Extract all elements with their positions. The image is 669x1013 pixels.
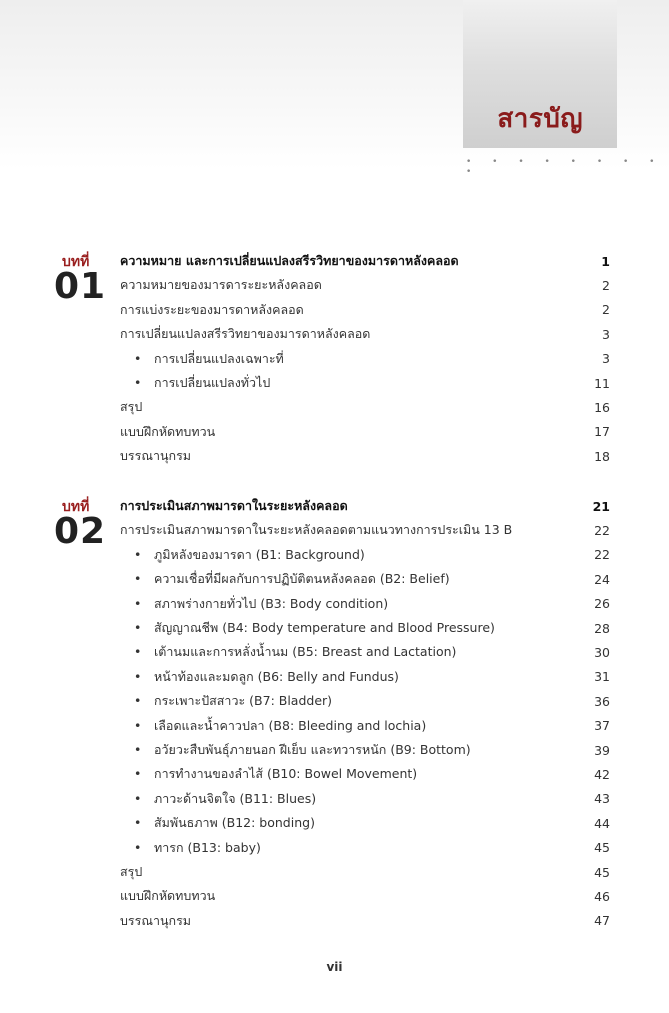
toc-entry[interactable] [120, 568, 610, 590]
toc-entry-title: ความหมายของมารดาระยะหลังคลอด [120, 277, 322, 293]
toc-entry[interactable] [120, 617, 610, 639]
toc-entry-title: • การเปลี่ยนแปลงทั่วไป [120, 373, 270, 393]
toc-entry-title: • กระเพาะปัสสาวะ (B7: Bladder) [120, 691, 332, 711]
toc-entry-page: 37 [594, 718, 610, 734]
toc-entry-page: 46 [594, 888, 610, 904]
toc-entry-page: 30 [594, 644, 610, 660]
page-number: vii [326, 960, 343, 974]
toc-entry-page: 26 [594, 596, 610, 612]
toc-entry-page: 3 [602, 326, 610, 342]
toc-entry[interactable] [120, 445, 610, 467]
toc-entry-page: 44 [594, 815, 610, 831]
toc-entry[interactable] [120, 299, 610, 321]
toc-entry-title: บรรณานุกรม [120, 448, 192, 464]
toc-entry[interactable] [120, 885, 610, 907]
toc-entry-page: 18 [594, 448, 610, 464]
toc-entry-title: • เต้านมและการหลั่งน้ำนม (B5: Breast and Lactation) [120, 642, 456, 662]
toc-entry[interactable] [120, 544, 610, 566]
toc-entry-page: 17 [594, 424, 610, 440]
toc-entry-page: 31 [594, 669, 610, 685]
toc-entry[interactable] [120, 788, 610, 810]
toc-entry[interactable] [120, 274, 610, 296]
toc-entry-page: 2 [602, 277, 610, 293]
toc-entry[interactable] [120, 495, 610, 517]
toc-entry-page: 42 [594, 766, 610, 782]
page-title: สารบัญ [497, 104, 583, 134]
toc-entry-page: 39 [594, 742, 610, 758]
toc-entry[interactable] [120, 763, 610, 785]
chapter-label: บทที่ [62, 499, 90, 515]
toc-entry[interactable] [120, 421, 610, 443]
toc-entry-title: สรุป [120, 399, 143, 415]
toc-entry[interactable] [120, 812, 610, 834]
toc-entry-page: 22 [594, 547, 610, 563]
toc-entry-title: • ภาวะด้านจิตใจ (B11: Blues) [120, 789, 316, 809]
toc-entry-page: 24 [594, 571, 610, 587]
toc-entry-page: 21 [592, 498, 610, 514]
toc-entry-page: 28 [594, 620, 610, 636]
toc-entry-page: 47 [594, 913, 610, 929]
toc-entry-title: • อวัยวะสืบพันธุ์ภายนอก ฝีเย็บ และทวารหนัก (B9: Bottom) [120, 740, 471, 760]
toc-entry[interactable] [120, 396, 610, 418]
toc-entry[interactable] [120, 861, 610, 883]
toc-entry-title: การประเมินสภาพมารดาในระยะหลังคลอดตามแนวทางการประเมิน 13 B [120, 522, 513, 538]
toc-entry-title: • สัญญาณชีพ (B4: Body temperature and Blood Pressure) [120, 618, 495, 638]
toc-entry-title: แบบฝึกหัดทบทวน [120, 423, 216, 439]
toc-entry-title: การแบ่งระยะของมารดาหลังคลอด [120, 301, 304, 317]
toc-entry-title: • ความเชื่อที่มีผลกับการปฏิบัติตนหลังคลอด (B2: Belief) [120, 569, 450, 589]
toc-entry-page: 1 [601, 253, 610, 269]
toc-entry[interactable] [120, 837, 610, 859]
toc-entry-title: ความหมาย และการเปลี่ยนแปลงสรีรวิทยาของมารดาหลังคลอด [120, 253, 459, 268]
toc-entry[interactable] [120, 519, 610, 541]
toc-entry[interactable] [120, 348, 610, 370]
toc-entry-title: การเปลี่ยนแปลงสรีรวิทยาของมารดาหลังคลอด [120, 326, 371, 342]
toc-entry[interactable] [120, 250, 610, 272]
toc-entry-title: • หน้าท้องและมดลูก (B6: Belly and Fundus) [120, 667, 399, 687]
toc-entry-title: แบบฝึกหัดทบทวน [120, 888, 216, 904]
toc-entry[interactable] [120, 372, 610, 394]
toc-entry-page: 45 [594, 864, 610, 880]
toc-entry-page: 43 [594, 791, 610, 807]
toc-entry[interactable] [120, 910, 610, 932]
toc-entry-page: 45 [594, 840, 610, 856]
toc-entry[interactable] [120, 323, 610, 345]
decorative-dots: • • • • • • • • • [466, 157, 664, 177]
toc-entry[interactable] [120, 641, 610, 663]
toc-entry-title: การประเมินสภาพมารดาในระยะหลังคลอด [120, 498, 348, 513]
toc-entry-title: สรุป [120, 864, 143, 879]
toc-entry[interactable] [120, 690, 610, 712]
toc-entry-title: • สภาพร่างกายทั่วไป (B3: Body condition) [120, 594, 388, 614]
toc-entry[interactable] [120, 666, 610, 688]
toc-entry-page: 3 [602, 351, 610, 367]
toc-entry[interactable] [120, 715, 610, 737]
chapter-label: บทที่ [62, 254, 90, 270]
toc-entry[interactable] [120, 739, 610, 761]
toc-entry[interactable] [120, 593, 610, 615]
toc-entry-title: • ทารก (B13: baby) [120, 838, 261, 858]
toc-entry-title: • สัมพันธภาพ (B12: bonding) [120, 813, 315, 833]
toc-entry-page: 36 [594, 693, 610, 709]
toc-entry-title: บรรณานุกรม [120, 912, 192, 928]
chapter-number: 02 [54, 511, 107, 552]
toc-entry-title: • การเปลี่ยนแปลงเฉพาะที่ [120, 349, 284, 369]
toc-entry-page: 2 [602, 302, 610, 318]
toc-entry-title: • การทำงานของลำไส้ (B10: Bowel Movement) [120, 764, 417, 784]
toc-entry-title: • เลือดและน้ำคาวปลา (B8: Bleeding and lochia) [120, 716, 426, 736]
toc-entry-title: • ภูมิหลังของมารดา (B1: Background) [120, 545, 365, 565]
toc-entry-page: 22 [594, 522, 610, 538]
toc-entry-page: 16 [594, 399, 610, 415]
chapter-number: 01 [54, 266, 107, 307]
toc-entry-page: 11 [594, 375, 610, 391]
